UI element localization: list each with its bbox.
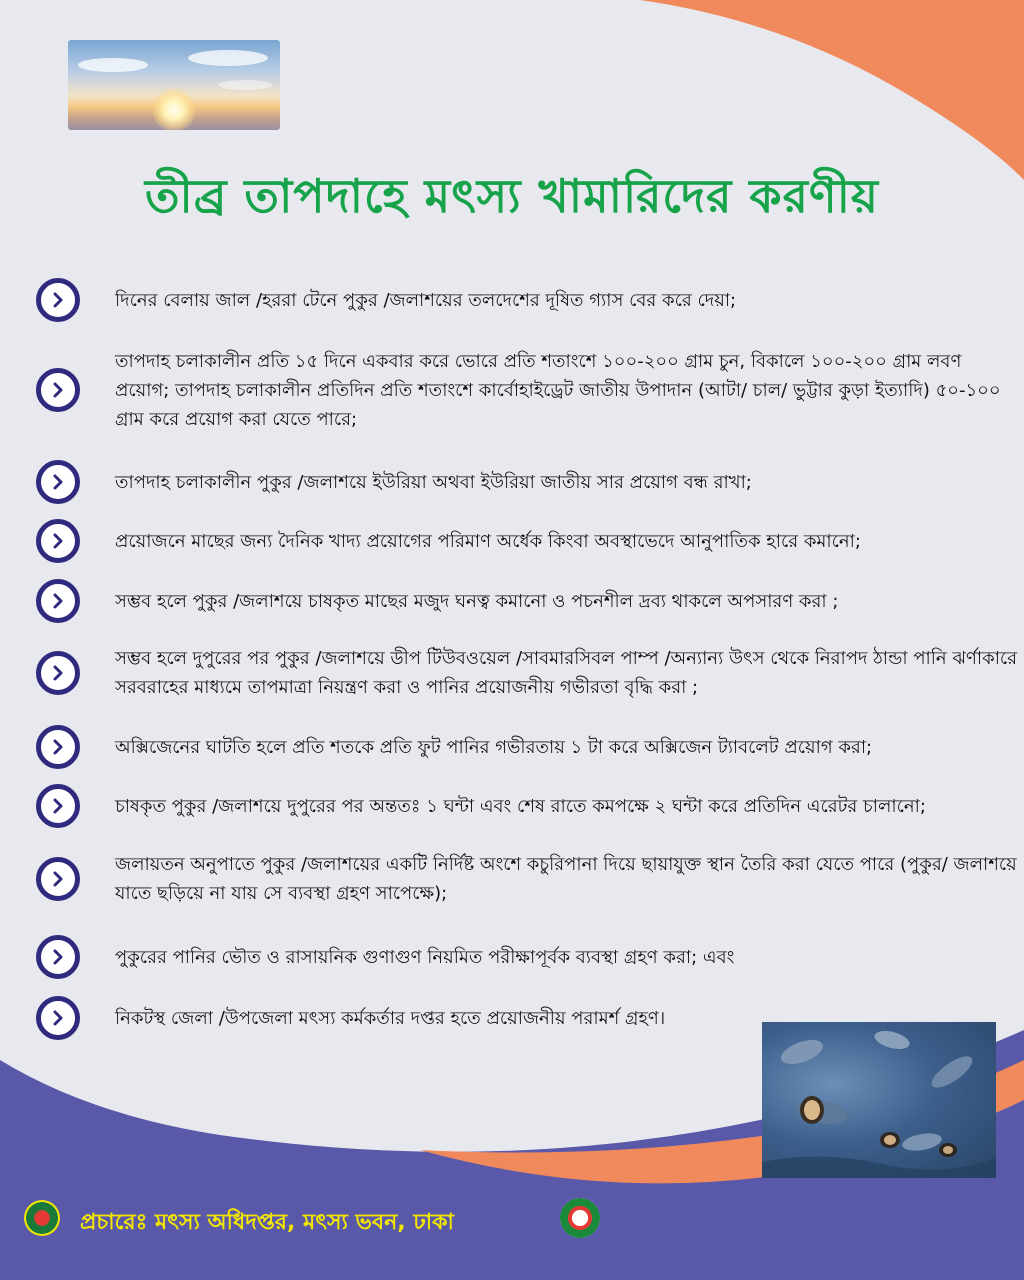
footer-credit: প্রচারেঃ মৎস্য অধিদপ্তর, মৎস্য ভবন, ঢাকা — [80, 1210, 454, 1235]
chevron-right-circle-icon — [36, 368, 80, 412]
list-item — [36, 340, 1021, 440]
list-item — [36, 638, 1021, 708]
fish-pond-photo — [762, 1022, 996, 1178]
list-item-text: অক্সিজেনের ঘাটতি হলে প্রতি শতকে প্রতি ফুট পানির গভীরতায় ১ টা করে অক্সিজেন ট্যাবলেট প্রয়োগ করা; — [115, 736, 873, 758]
chevron-right-circle-icon — [36, 935, 80, 979]
list-item — [36, 776, 1021, 836]
government-seal-icon — [24, 1200, 60, 1236]
chevron-right-circle-icon — [36, 725, 80, 769]
list-item-text: পুকুরের পানির ভৌত ও রাসায়নিক গুণাগুণ নিয়মিত পরীক্ষাপূর্বক ব্যবস্থা গ্রহণ করা; এবং — [115, 946, 735, 968]
chevron-right-circle-icon — [36, 579, 80, 623]
chevron-right-circle-icon — [36, 519, 80, 563]
list-item-text: তাপদাহ চলাকালীন প্রতি ১৫ দিনে একবার করে ভোরে প্রতি শতাংশে ১০০-২০০ গ্রাম চুন, বিকালে ১০০-২০০ গ্রাম লবণ প্রয়োগ; তাপদাহ চলাকালীন প্রতিদিন প্রতি শতাংশে কার্বোহাইড্রেট জাতীয় উপাদান (আটা/ চাল/ ভুট্টার কুড়া ইত্যাদি) ৫০-১০০ গ্রাম করে প্রয়োগ করা যেতে পারে; — [115, 350, 1001, 430]
list-item — [36, 270, 1021, 330]
list-item — [36, 511, 1021, 571]
list-item-text: চাষকৃত পুকুর /জলাশয়ে দুপুরের পর অন্ততঃ ১ ঘন্টা এবং শেষ রাতে কমপক্ষে ২ ঘন্টা করে প্রতিদিন এরেটর চালানো; — [115, 795, 926, 817]
chevron-right-circle-icon — [36, 651, 80, 695]
chevron-right-circle-icon — [36, 460, 80, 504]
list-item-text: সম্ভব হলে পুকুর /জলাশয়ে চাষকৃত মাছের মজুদ ঘনত্ব কমানো ও পচনশীল দ্রব্য থাকলে অপসারণ করা ; — [115, 590, 839, 612]
list-item-text: জলায়তন অনুপাতে পুকুর /জলাশয়ের একটি নির্দিষ্ট অংশে কচুরিপানা দিয়ে ছায়াযুক্ত স্থান তৈরি করা যেতে পারে (পুকুর/ জলাশয়ে যাতে ছড়িয়ে না যায় সে ব্যবস্থা গ্রহণ সাপেক্ষে); — [115, 854, 1017, 904]
fisheries-logo-icon — [560, 1198, 600, 1238]
list-item — [36, 452, 1021, 512]
list-item-text: প্রয়োজনে মাছের জন্য দৈনিক খাদ্য প্রয়োগের পরিমাণ অর্ধেক কিংবা অবস্থাভেদে আনুপাতিক হারে কমানো; — [115, 530, 861, 552]
page-title: তীব্র তাপদাহে মৎস্য খামারিদের করণীয় — [145, 169, 879, 223]
list-item-text: নিকটস্থ জেলা /উপজেলা মৎস্য কর্মকর্তার দপ্তর হতে প্রয়োজনীয় পরামর্শ গ্রহণ। — [115, 1007, 666, 1029]
list-item — [36, 927, 1021, 987]
list-item — [36, 988, 756, 1048]
chevron-right-circle-icon — [36, 996, 80, 1040]
chevron-right-circle-icon — [36, 857, 80, 901]
chevron-right-circle-icon — [36, 278, 80, 322]
chevron-right-circle-icon — [36, 784, 80, 828]
list-item-text: দিনের বেলায় জাল /হররা টেনে পুকুর /জলাশয়ের তলদেশের দূষিত গ্যাস বের করে দেয়া; — [115, 289, 737, 311]
list-item — [36, 717, 1021, 777]
list-item — [36, 571, 1021, 631]
list-item — [36, 844, 1021, 914]
list-item-text: সম্ভব হলে দুপুরের পর পুকুর /জলাশয়ে ডীপ টিউবওয়েল /সাবমারসিবল পাম্প /অন্যান্য উৎস থেকে নিরাপদ ঠান্ডা পানি ঝর্ণাকারে সরবরাহের মাধ্যমে তাপমাত্রা নিয়ন্ত্রণ করা ও পানির প্রয়োজনীয় গভীরতা বৃদ্ধি করা ; — [115, 648, 1018, 698]
list-item-text: তাপদাহ চলাকালীন পুকুর /জলাশয়ে ইউরিয়া অথবা ইউরিয়া জাতীয় সার প্রয়োগ বন্ধ রাখা; — [115, 471, 752, 493]
